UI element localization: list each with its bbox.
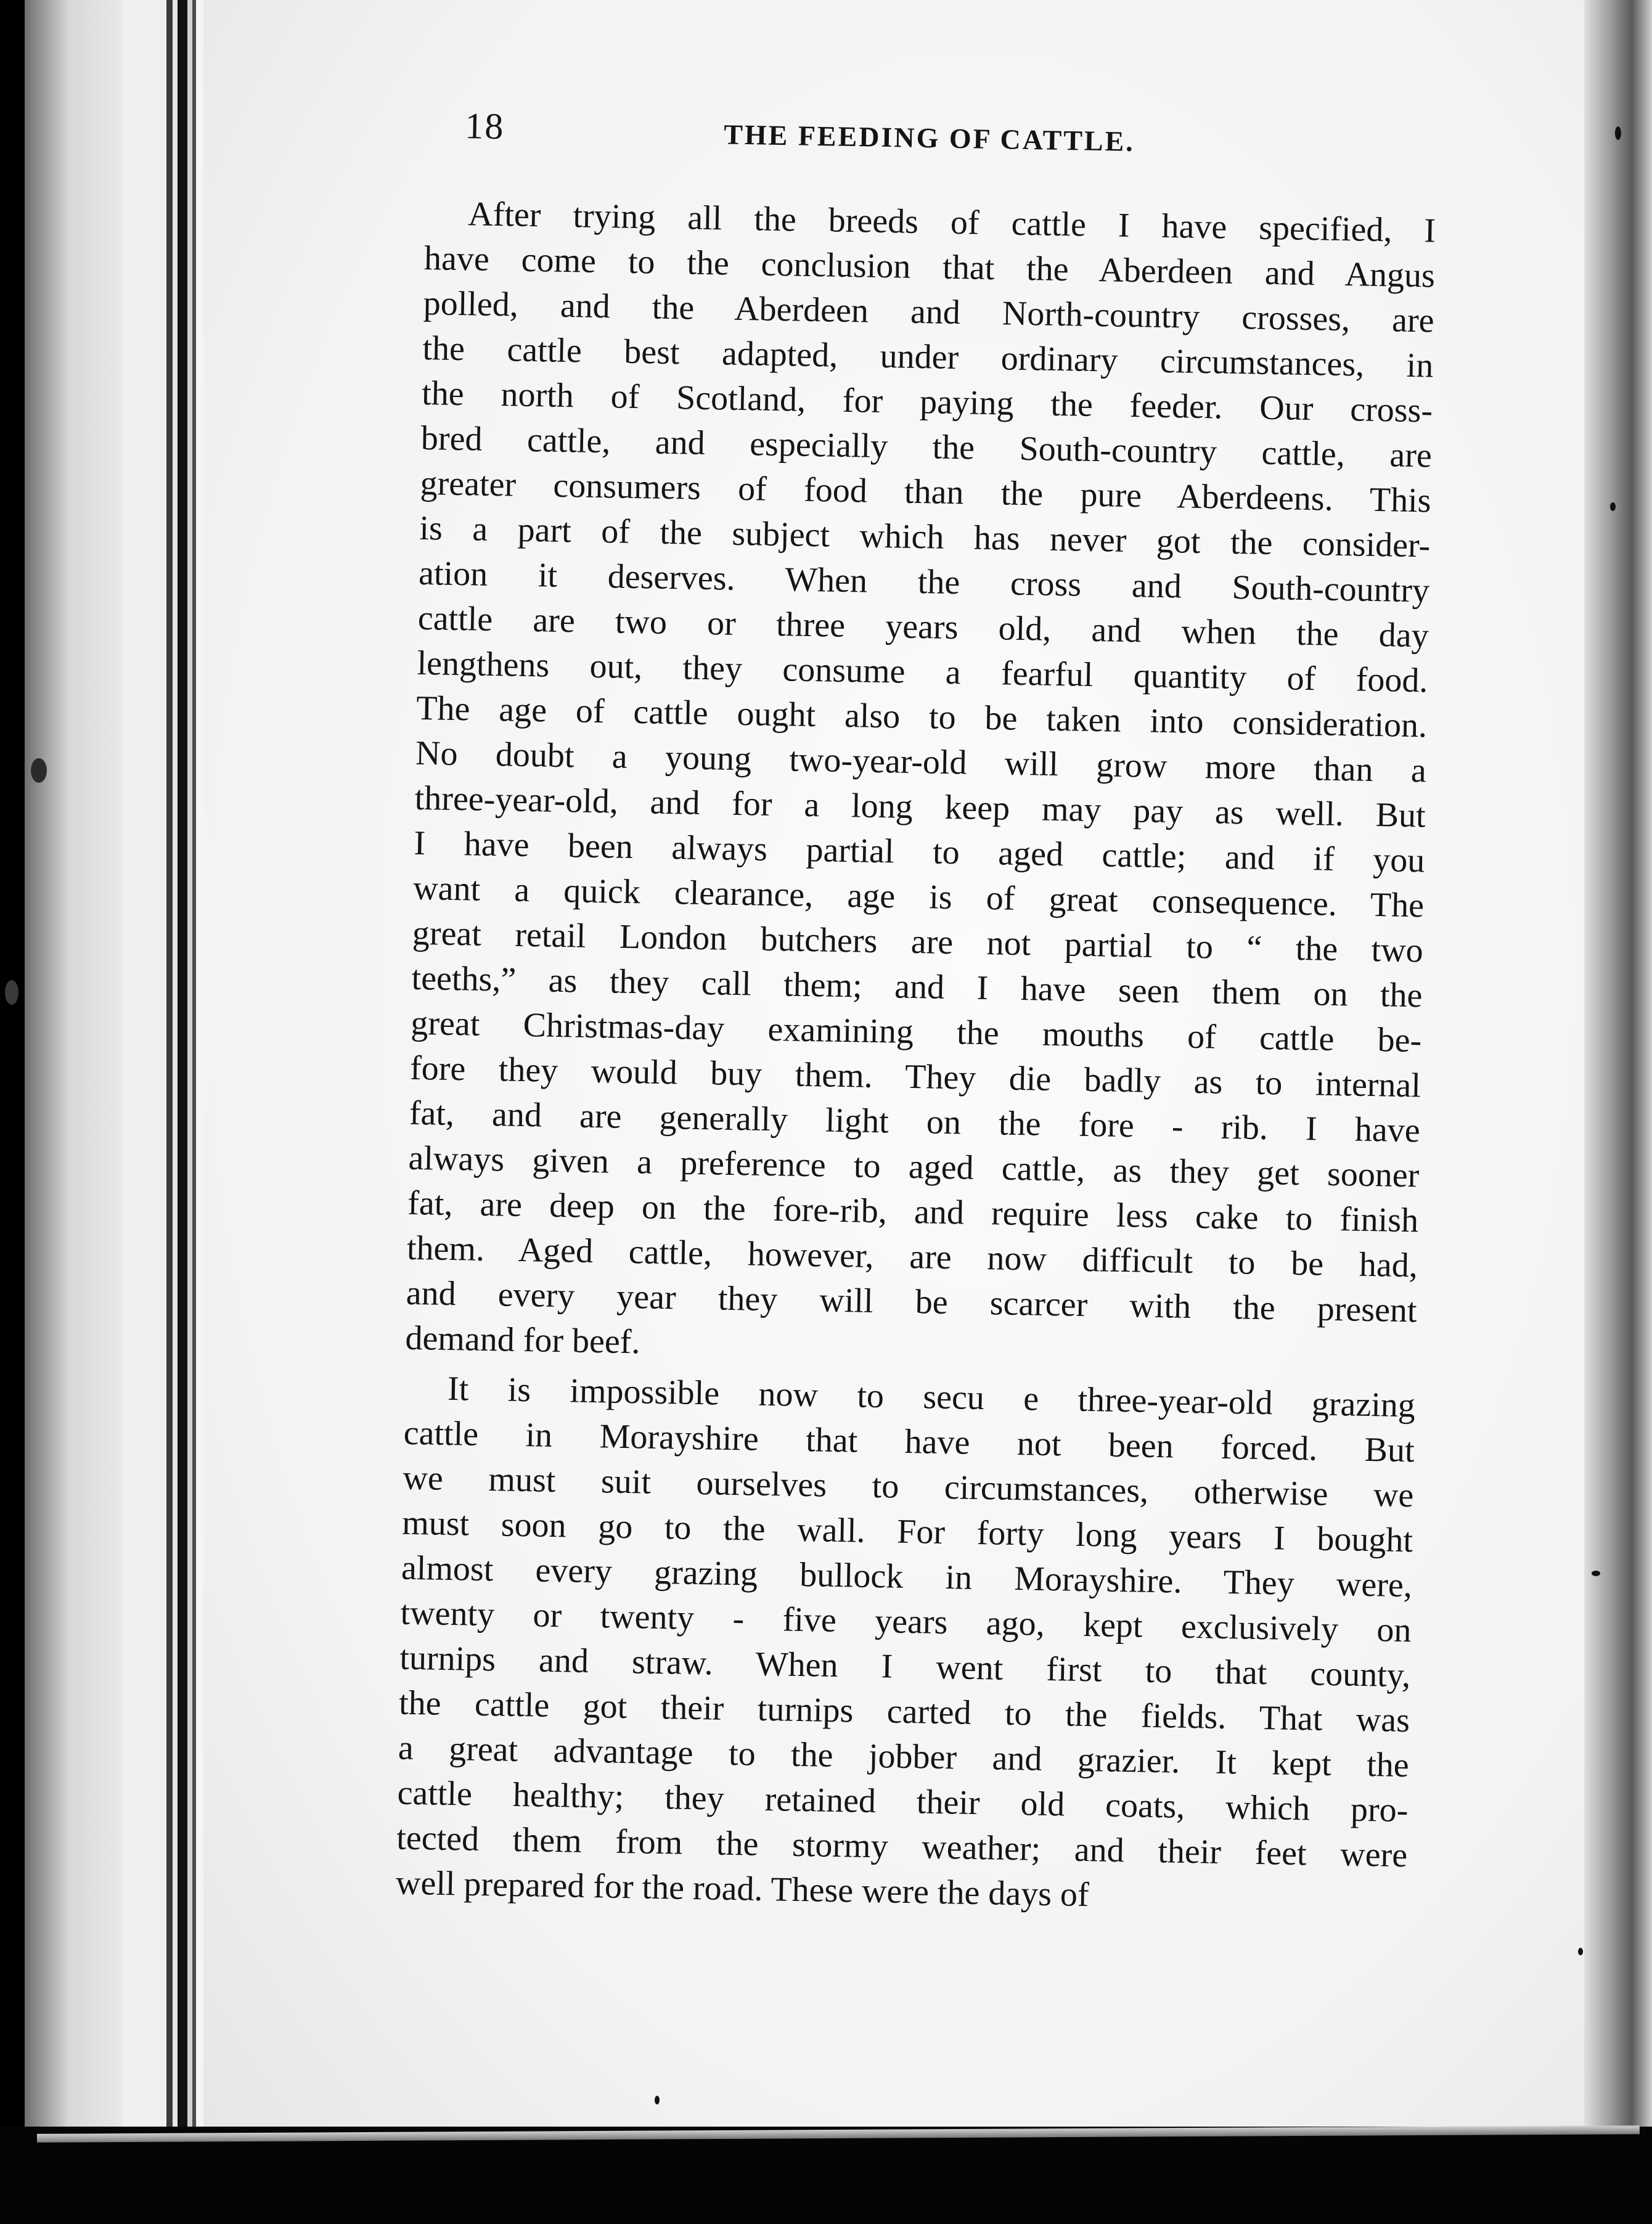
text-line: fat, and are generally light on the fore - rib. I have [409, 1094, 1421, 1150]
text-line: teeths,” as they call them; and I have seen them on the [411, 959, 1423, 1015]
body-text [395, 191, 1436, 1923]
book-spine-gutter [123, 0, 216, 2139]
page-right-edge [1584, 0, 1652, 2157]
text-line: always given a preference to aged cattle, as they get sooner [408, 1139, 1420, 1195]
text-line: tected them from the stormy weather; and their feet were [396, 1818, 1408, 1875]
text-line: No doubt a young two-year-old will grow more than a [415, 734, 1427, 790]
text-line: It is impossible now to secu e three-year-old grazing [447, 1369, 1416, 1425]
ink-speck [31, 758, 47, 783]
ink-speck [655, 2096, 660, 2104]
text-line: cattle in Morayshire that have not been forced. But [403, 1413, 1415, 1470]
ink-speck [1592, 1571, 1600, 1576]
text-line: great Christmas-day examining the mouths of cattle be- [410, 1004, 1422, 1060]
text-line: ation it deserves. When the cross and South-country [418, 554, 1430, 610]
ink-speck [5, 980, 18, 1005]
text-line: want a quick clearance, age is of great consequence. The [412, 869, 1425, 925]
text-line: bred cattle, and especially the South-country cattle, are [420, 419, 1433, 475]
text-line: great retail London butchers are not partial to “ the two [412, 914, 1424, 970]
ink-speck [1578, 1948, 1583, 1955]
text-line: turnips and straw. When I went first to that county, [399, 1638, 1411, 1695]
text-line: demand for beef. [404, 1318, 640, 1362]
text-line: greater consumers of food than the pure Aberdeens. This [420, 464, 1432, 520]
text-line: polled, and the Aberdeen and North-country crosses, are [423, 284, 1435, 340]
text-line: them. Aged cattle, however, are now difficult to be had, [406, 1229, 1418, 1285]
text-line: twenty or twenty - five years ago, kept exclusively on [400, 1593, 1412, 1650]
text-line: cattle healthy; they retained their old coats, which pro- [397, 1773, 1409, 1830]
header-title: THE FEEDING OF CATTLE. [723, 118, 1135, 157]
text-line: After trying all the breeds of cattle I have specified, I [467, 195, 1436, 250]
text-line: we must suit ourselves to circumstances, otherwise we [403, 1458, 1414, 1515]
text-line: and every year they will be scarcer with the present [406, 1273, 1418, 1330]
page-number: 18 [464, 105, 505, 147]
text-line: lengthens out, they consume a fearful quantity of food. [417, 644, 1428, 700]
text-line: the cattle best adapted, under ordinary circumstances, in [422, 329, 1434, 385]
text-line: fat, are deep on the fore-rib, and require less cake to finish [407, 1184, 1419, 1240]
text-line: is a part of the subject which has never got the consider- [419, 509, 1431, 565]
text-line: three-year-old, and for a long keep may pay as well. But [414, 779, 1426, 835]
text-line: cattle are two or three years old, and when the day [417, 599, 1429, 655]
text-line: fore they would buy them. They die badly as to internal [409, 1049, 1421, 1105]
text-line: have come to the conclusion that the Aberdeen and Angus [423, 239, 1436, 295]
text-line: well prepared for the road. These were the days of [395, 1863, 1090, 1915]
ink-speck [1615, 126, 1621, 140]
text-line: almost every grazing bullock in Morayshire. They were, [401, 1548, 1413, 1605]
text-line: I have been always partial to aged cattle; and if you [413, 824, 1425, 880]
text-line: the cattle got their turnips carted to the fields. That was [398, 1683, 1410, 1740]
text-line: a great advantage to the jobber and grazier. It kept the [398, 1728, 1410, 1785]
text-line: must soon go to the wall. For forty long years I bought [401, 1503, 1413, 1560]
ink-speck [1610, 502, 1616, 511]
text-line: The age of cattle ought also to be taken into consideration. [415, 689, 1428, 745]
text-line: the north of Scotland, for paying the feeder. Our cross- [421, 374, 1433, 430]
